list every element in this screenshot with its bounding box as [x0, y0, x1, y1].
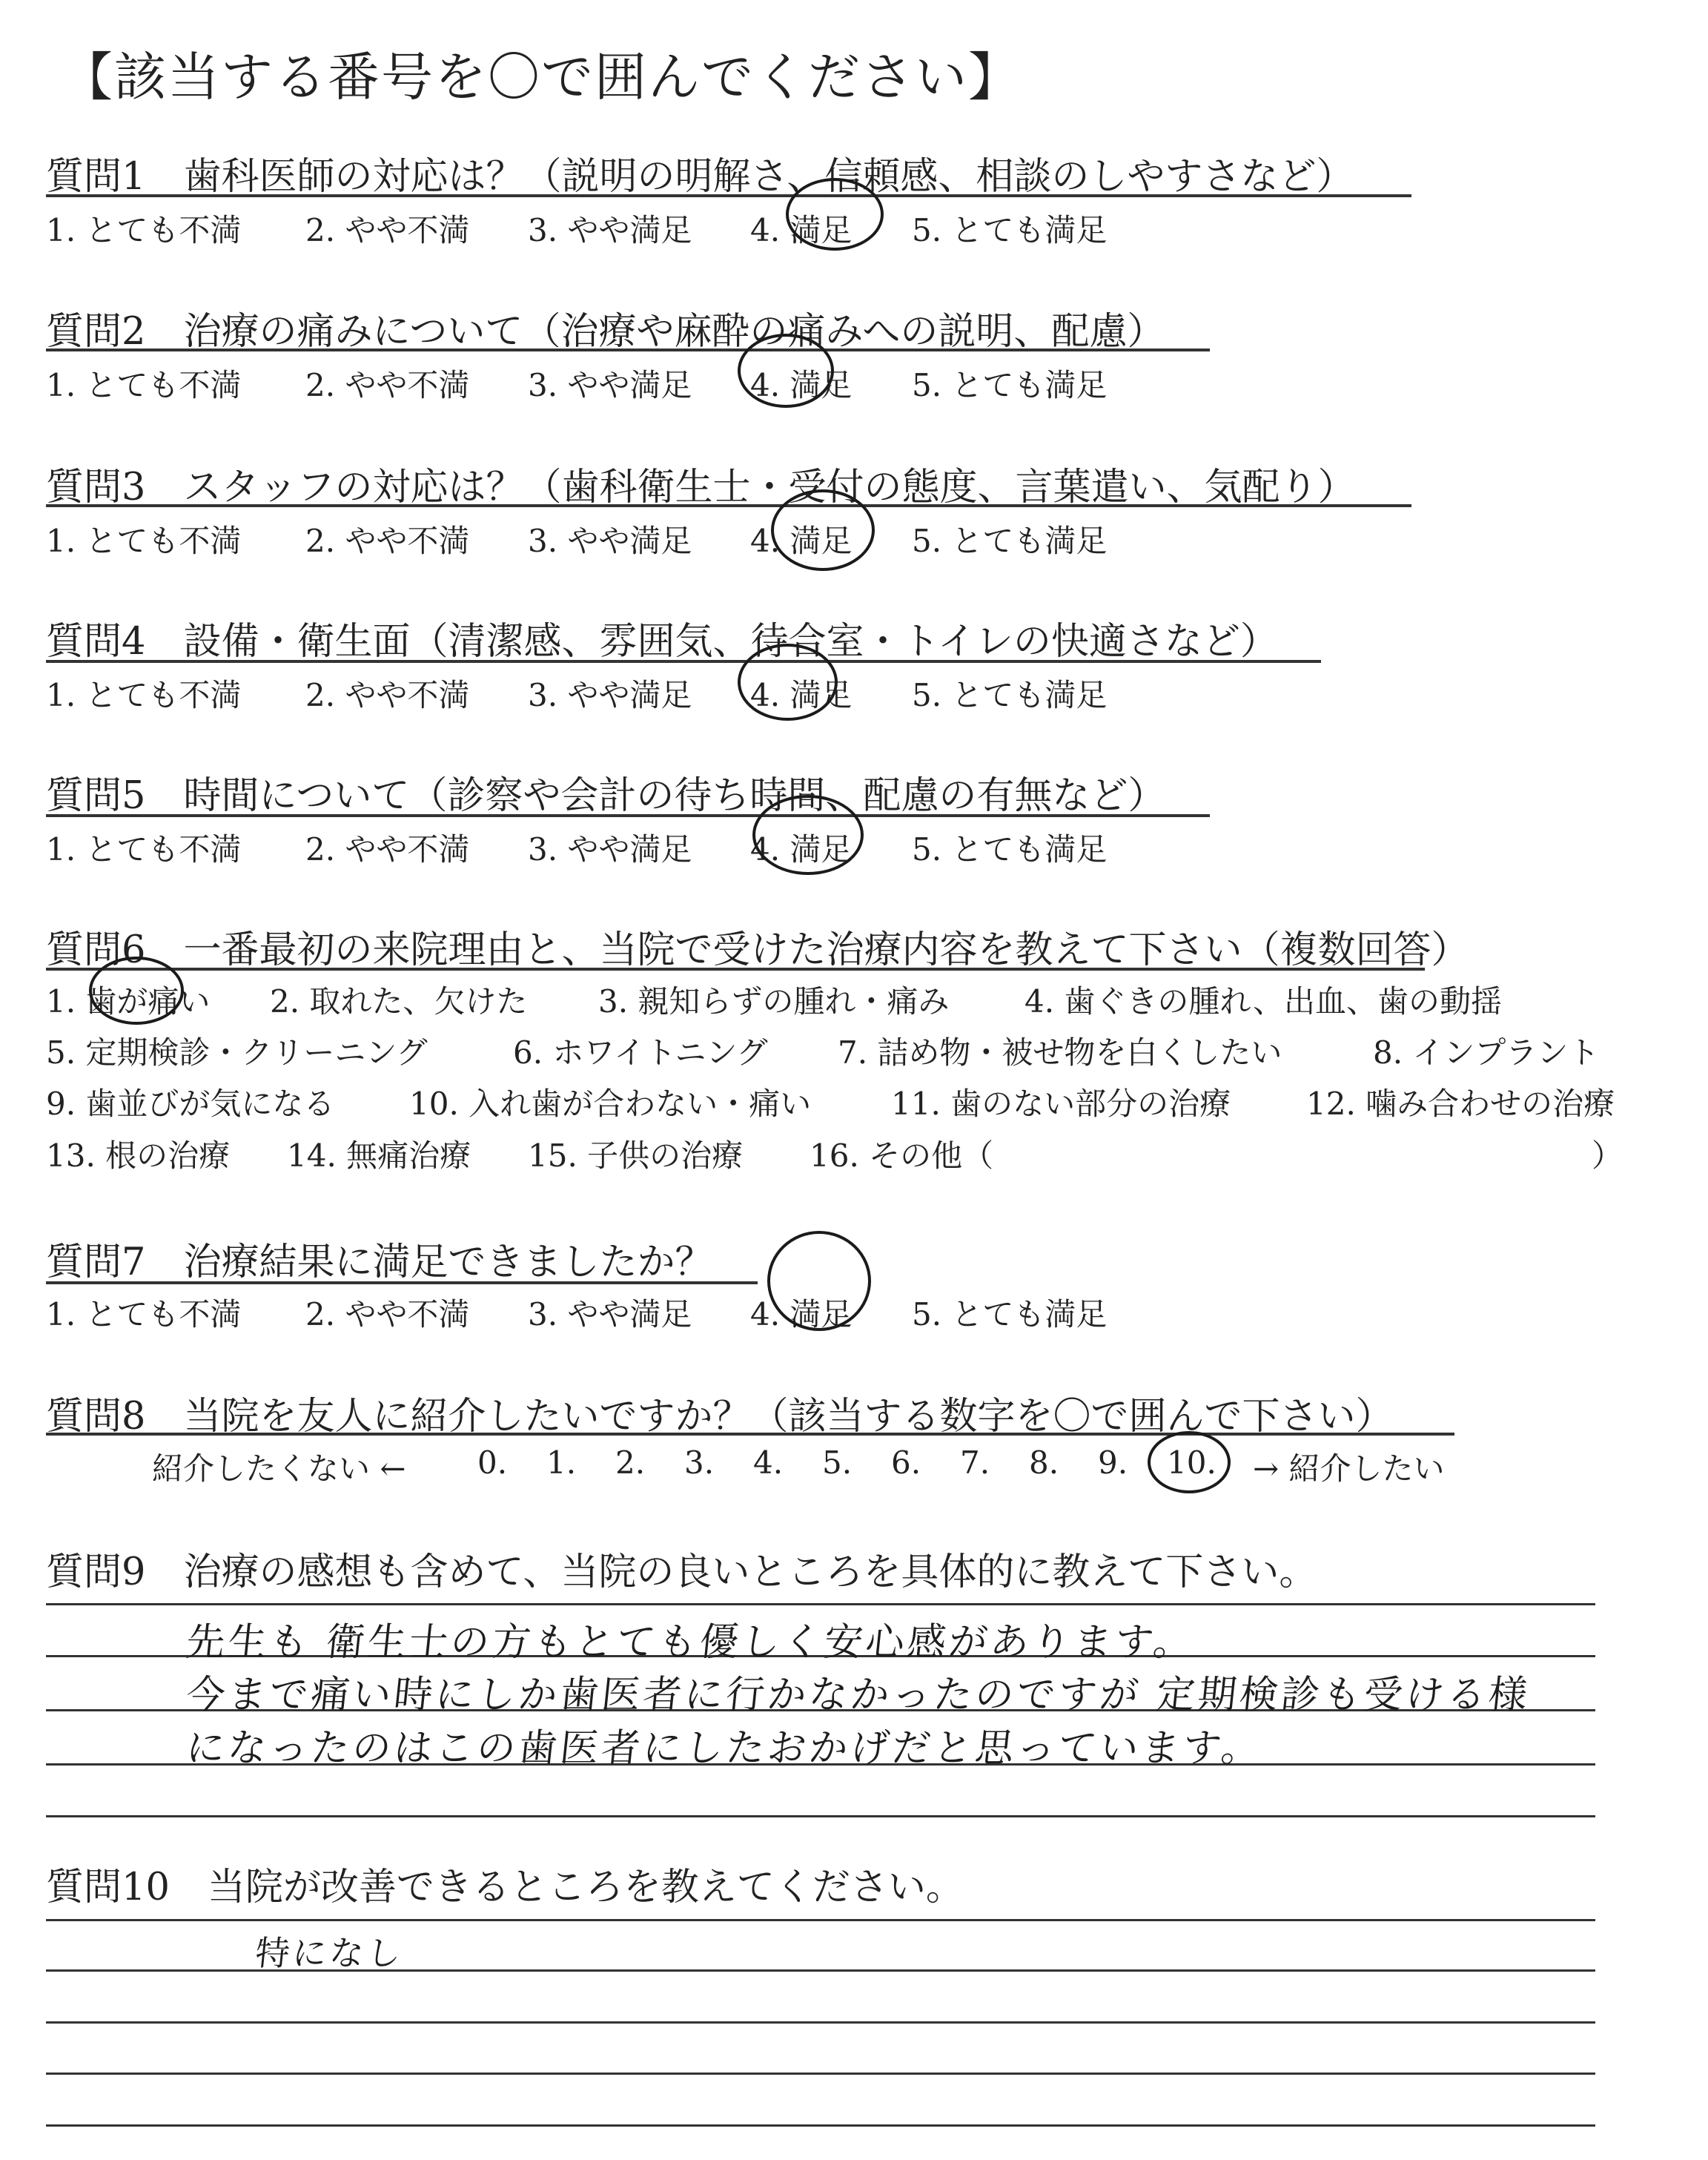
q2-option-1[interactable]: 1. とても不満 — [46, 367, 242, 403]
q1-selection-circle — [786, 178, 884, 251]
question-4-heading: 質問4 設備・衛生面（清潔感、雰囲気、待合室・トイレの快適さなど） — [46, 620, 1278, 664]
q5-option-1[interactable]: 1. とても不満 — [46, 831, 242, 868]
q5-option-4[interactable]: 4. 満足 — [750, 831, 853, 868]
q8-selection-circle — [1148, 1431, 1231, 1493]
question-5-underline — [46, 814, 1210, 817]
question-7-underline — [46, 1281, 758, 1284]
q8-right-label: → 紹介したい — [1253, 1450, 1445, 1487]
q6-option-6[interactable]: 6. ホワイトニング — [513, 1034, 768, 1071]
question-4-underline — [46, 660, 1321, 663]
q9-answer-line-3: になったのはこの歯医者にしたおかげだと思っています。 — [184, 1726, 1265, 1771]
q6-option-1[interactable]: 1. 歯が痛い — [46, 983, 211, 1020]
q2-option-2[interactable]: 2. やや不満 — [305, 367, 470, 403]
question-2-underline — [46, 349, 1210, 351]
question-7-heading: 質問7 治療結果に満足できましたか？ — [46, 1241, 713, 1284]
q4-option-4[interactable]: 4. 満足 — [750, 677, 853, 713]
q7-option-3[interactable]: 3. やや満足 — [528, 1296, 692, 1332]
q7-option-5[interactable]: 5. とても満足 — [912, 1296, 1108, 1332]
q5-option-5[interactable]: 5. とても満足 — [912, 831, 1108, 868]
q3-option-3[interactable]: 3. やや満足 — [528, 523, 692, 559]
q6-option-11[interactable]: 11. 歯のない部分の治療 — [891, 1086, 1231, 1122]
question-6-heading: 質問6 一番最初の来院理由と、当院で受けた治療内容を教えて下さい（複数回答） — [46, 928, 1469, 972]
q8-left-label: 紹介したくない ← — [152, 1450, 406, 1487]
q2-selection-circle — [738, 334, 834, 408]
q8-score-9[interactable]: 9. — [1098, 1444, 1128, 1481]
q6-option-14[interactable]: 14. 無痛治療 — [287, 1137, 471, 1174]
q6-other-close-paren: ） — [1592, 1137, 1623, 1174]
question-10-heading: 質問10 当院が改善できるところを教えてください。 — [46, 1866, 964, 1909]
q6-option-10[interactable]: 10. 入れ歯が合わない・痛い — [409, 1086, 812, 1122]
q10-write-line-1 — [46, 1919, 1595, 1921]
question-1-underline — [46, 194, 1411, 197]
q8-score-3[interactable]: 3. — [684, 1444, 715, 1481]
q6-selection-circle — [89, 957, 184, 1025]
q9-write-line-1 — [46, 1603, 1595, 1605]
q8-score-4[interactable]: 4. — [753, 1444, 784, 1481]
q6-option-13[interactable]: 13. 根の治療 — [46, 1137, 231, 1174]
q7-option-2[interactable]: 2. やや不満 — [305, 1296, 470, 1332]
q4-option-5[interactable]: 5. とても満足 — [912, 677, 1108, 713]
q4-selection-circle — [738, 644, 838, 721]
q6-option-2[interactable]: 2. 取れた、欠けた — [270, 983, 528, 1020]
q5-option-2[interactable]: 2. やや不満 — [305, 831, 470, 868]
q2-option-4[interactable]: 4. 満足 — [750, 367, 853, 403]
q6-option-5[interactable]: 5. 定期検診・クリーニング — [46, 1034, 428, 1071]
q4-option-3[interactable]: 3. やや満足 — [528, 677, 692, 713]
q4-option-2[interactable]: 2. やや不満 — [305, 677, 470, 713]
q8-score-8[interactable]: 8. — [1029, 1444, 1059, 1481]
q10-write-line-3 — [46, 2021, 1595, 2024]
q9-write-line-5 — [46, 1815, 1595, 1817]
q8-score-1[interactable]: 1. — [546, 1444, 577, 1481]
q2-option-3[interactable]: 3. やや満足 — [528, 367, 692, 403]
q8-score-10[interactable]: 10. — [1167, 1444, 1217, 1481]
q10-write-line-4 — [46, 2073, 1595, 2075]
q1-option-2[interactable]: 2. やや不満 — [305, 212, 470, 248]
q2-option-5[interactable]: 5. とても満足 — [912, 367, 1108, 403]
form-title: 【該当する番号を〇で囲んでください】 — [61, 47, 1022, 108]
q8-score-5[interactable]: 5. — [822, 1444, 853, 1481]
q3-option-4[interactable]: 4. 満足 — [750, 523, 853, 559]
q6-option-4[interactable]: 4. 歯ぐきの腫れ、出血、歯の動揺 — [1025, 983, 1502, 1020]
q5-selection-circle — [752, 795, 864, 875]
q8-score-0[interactable]: 0. — [477, 1444, 508, 1481]
q8-score-7[interactable]: 7. — [960, 1444, 990, 1481]
q3-option-2[interactable]: 2. やや不満 — [305, 523, 470, 559]
q6-option-12[interactable]: 12. 噛み合わせの治療 — [1306, 1086, 1615, 1122]
q9-answer-line-2: 今まで痛い時にしか歯医者に行かなかったのですが 定期検診も受ける様 — [184, 1673, 1533, 1717]
q1-option-5[interactable]: 5. とても満足 — [912, 212, 1108, 248]
q3-option-5[interactable]: 5. とても満足 — [912, 523, 1108, 559]
q1-option-3[interactable]: 3. やや満足 — [528, 212, 692, 248]
q7-option-4[interactable]: 4. 満足 — [750, 1296, 853, 1332]
question-9-heading: 質問9 治療の感想も含めて、当院の良いところを具体的に教えて下さい。 — [46, 1550, 1317, 1594]
q10-answer-line-1: 特になし — [253, 1933, 406, 1973]
q6-option-8[interactable]: 8. インプラント — [1373, 1034, 1600, 1071]
question-8-underline — [46, 1433, 1454, 1436]
q6-option-7[interactable]: 7. 詰め物・被せ物を白くしたい — [838, 1034, 1282, 1071]
q6-option-16[interactable]: 16. その他（ — [810, 1137, 994, 1174]
question-1-heading: 質問1 歯科医師の対応は？（説明の明解さ、信頼感、相談のしやすさなど） — [46, 155, 1354, 199]
q4-option-1[interactable]: 1. とても不満 — [46, 677, 242, 713]
q7-selection-circle — [767, 1231, 871, 1331]
question-2-heading: 質問2 治療の痛みについて（治療や麻酔の痛みへの説明、配慮） — [46, 310, 1165, 354]
q1-option-4[interactable]: 4. 満足 — [750, 212, 853, 248]
q6-option-15[interactable]: 15. 子供の治療 — [528, 1137, 744, 1174]
q8-score-6[interactable]: 6. — [891, 1444, 921, 1481]
q7-option-1[interactable]: 1. とても不満 — [46, 1296, 242, 1332]
question-3-underline — [46, 504, 1411, 507]
question-8-heading: 質問8 当院を友人に紹介したいですか？（該当する数字を〇で囲んで下さい） — [46, 1395, 1394, 1439]
q3-selection-circle — [771, 489, 875, 571]
question-6-underline — [46, 968, 1425, 971]
q9-answer-line-1: 先生も 衛生士の方もとても優しく安心感があります。 — [184, 1620, 1197, 1665]
question-5-heading: 質問5 時間について（診察や会計の待ち時間、配慮の有無など） — [46, 774, 1166, 818]
q3-option-1[interactable]: 1. とても不満 — [46, 523, 242, 559]
q6-option-3[interactable]: 3. 親知らずの腫れ・痛み — [598, 983, 950, 1020]
q10-write-line-5 — [46, 2124, 1595, 2127]
q1-option-1[interactable]: 1. とても不満 — [46, 212, 242, 248]
q6-option-9[interactable]: 9. 歯並びが気になる — [46, 1086, 335, 1122]
question-3-heading: 質問3 スタッフの対応は？（歯科衛生士・受付の態度、言葉遣い、気配り） — [46, 466, 1356, 509]
q8-score-2[interactable]: 2. — [615, 1444, 646, 1481]
q5-option-3[interactable]: 3. やや満足 — [528, 831, 692, 868]
